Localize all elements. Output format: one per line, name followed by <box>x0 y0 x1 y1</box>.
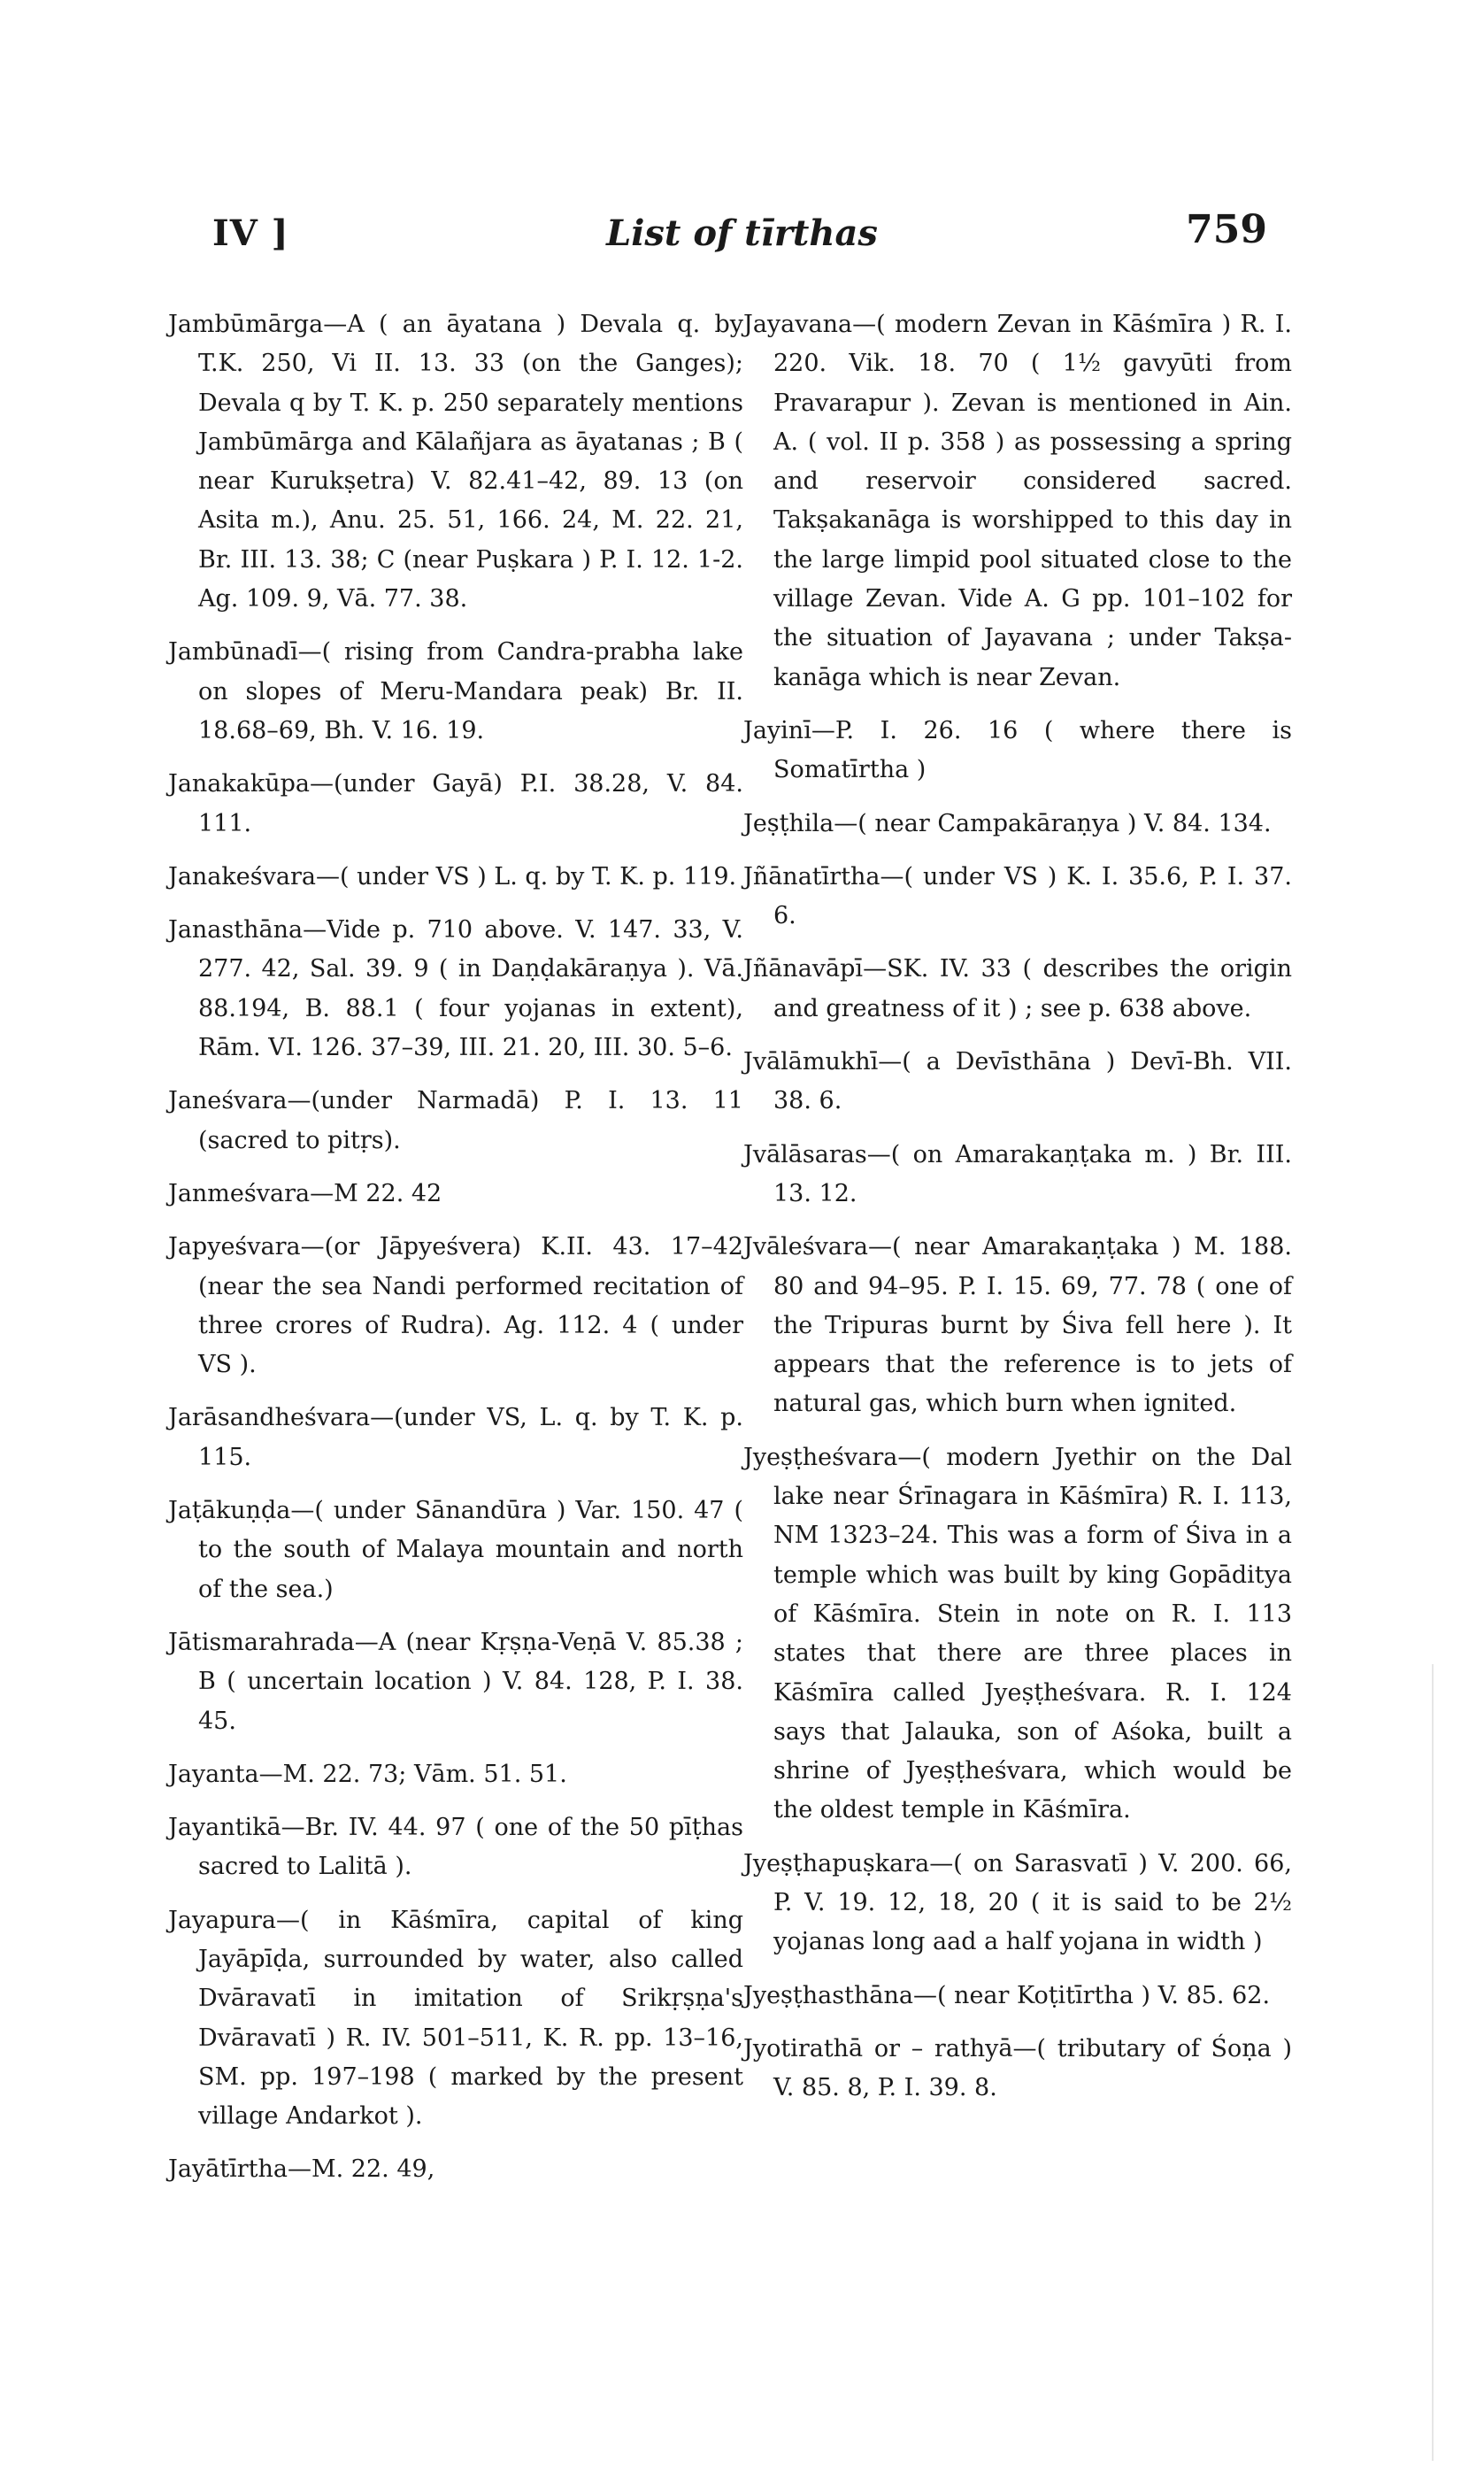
entry-text: —M 22. 42 <box>310 1179 442 1207</box>
entry <box>168 1623 743 1741</box>
entry-headword: Jayavana <box>743 311 853 338</box>
entry-text: —( on Sarasvatī ) V. 200. 66, P. V. 19. 12, 18, 20 ( it is said to be 2½ yojanas long aad a half yojana in width ) <box>773 1849 1292 1956</box>
entry-headword: Jayanta <box>168 1760 259 1788</box>
entry-text: —( under VS ) L. q. by T. K. p. 119. <box>315 862 737 890</box>
entry-headword: Jarāsandheśvara <box>168 1404 371 1432</box>
entry-headword: Jayātīrtha <box>168 2155 288 2184</box>
entry-headword: Jvāleśvara <box>743 1233 868 1261</box>
entry-text: —M. 22. 73; Vām. 51. 51. <box>258 1760 567 1788</box>
entry-text: —( on Amarakaṇṭaka m. ) Br. III. 13. 12. <box>773 1140 1292 1207</box>
entry <box>168 1228 743 1384</box>
entry-headword: Jyeṣṭhasthāna <box>743 1981 913 2009</box>
entry-text: —( a Devīsthāna ) Devī-Bh. VII. 38. 6. <box>773 1048 1292 1115</box>
entry <box>168 1808 743 1887</box>
entry <box>168 1901 743 2137</box>
entry-headword: Janasthāna <box>168 916 304 944</box>
entry <box>743 950 1292 1029</box>
entry-text: —( rising from Candra-prabha lake on slopes of Meru-Mandara peak) Br. II. 18.68–69, Bh. V. 16. 19. <box>198 638 743 744</box>
entry-text: —( modern Zevan in Kāśmīra ) R. I. 220. Vik. 18. 70 ( 1½ gavyūti from Pravarapur ). Zevan is mentioned in Ain. A. ( vol. II p. 358 ) as possessing a spring and reservoir considered sacred. Takṣakanāga is worshipped to this day in the large limpid pool situated close to the village Zevan. Vide A. G pp. 101–102 for the situation of Jayavana ; under Takṣa-kanāga which is near Zevan. <box>773 311 1292 691</box>
entry <box>743 712 1292 790</box>
entry-headword: Jambūmārga <box>168 311 324 338</box>
entry-headword: Jeṣṭhila <box>743 809 834 837</box>
entry-text: —Vide p. 710 above. V. 147. 33, V. 277. 42, Sal. 39. 9 ( in Daṇḍakāraṇya ). Vā. 88.194, B. 88.1 ( four yojanas in extent), Rām. VI. 126. 37–39, III. 21. 20, III. 30. 5–6. <box>198 916 743 1062</box>
entry-text: —A ( an āyatana ) Devala q. by T.K. 250, Vi II. 13. 33 (on the Ganges); Devala q by T. K. p. 250 separately mentions Jambūmārga and Kālañjara as āyatanas ; B ( near Kurukṣetra) V. 82.41–42, 89. 13 (on Asita m.), Anu. 25. 51, 166. 24, M. 22. 21, Br. III. 13. 38; C (near Puṣkara ) P. I. 12. 1-2. Ag. 109. 9, Vā. 77. 38. <box>198 311 743 613</box>
entry <box>743 2030 1292 2109</box>
entry <box>743 305 1292 698</box>
entry-headword: Janakakūpa <box>168 770 310 798</box>
entry-headword: Jayantikā <box>168 1814 281 1842</box>
entry <box>743 805 1292 844</box>
entry-headword: Janakeśvara <box>168 862 316 890</box>
page-number: 759 <box>1186 207 1267 252</box>
entry-headword: Jyeṣṭhapuṣkara <box>743 1849 930 1877</box>
page-header <box>0 204 1484 266</box>
entry <box>743 1977 1292 2016</box>
entry <box>168 1492 743 1609</box>
entry-text: —( near Amarakaṇṭaka ) M. 188. 80 and 94–95. P. I. 15. 69, 77. 78 ( one of the Tripuras burnt by Śiva fell here ). It appears that the reference is to jets of natural gas, which burn when ignited. <box>773 1233 1292 1418</box>
running-title: List of tīrthas <box>606 212 878 254</box>
entry-text: or – rathyā—( tributary of Śoṇa ) V. 85. 8, P. I. 39. 8. <box>773 2034 1292 2102</box>
entry-headword: Jyeṣṭheśvara <box>743 1443 898 1471</box>
entry-text: —( near Koṭitīrtha ) V. 85. 62. <box>912 1981 1271 2009</box>
entry-headword: Jvālāsaras <box>743 1140 867 1168</box>
entry-headword: Jayapura <box>168 1906 276 1934</box>
entry <box>168 1082 743 1160</box>
entry <box>168 2150 743 2189</box>
entry <box>168 911 743 1068</box>
entry <box>743 1845 1292 1962</box>
section-number: IV ] <box>212 212 289 254</box>
entry <box>168 1175 743 1214</box>
entry-headword: Jvālāmukhī <box>743 1048 879 1076</box>
entry-headword: Jātismarahrada <box>168 1628 355 1656</box>
entry <box>168 765 743 844</box>
entry-text: —( near Campakāraṇya ) V. 84. 134. <box>834 809 1272 837</box>
entry-headword: Jayinī <box>743 716 811 744</box>
entry-text: —(under Narmadā) P. I. 13. 11 (sacred to pitṛs). <box>198 1087 743 1154</box>
entry-text: —M. 22. 49, <box>288 2155 435 2184</box>
entry-headword: Janeśvara <box>168 1087 288 1115</box>
entry-text: —SK. IV. 33 ( describes the origin and greatness of it ) ; see p. 638 above. <box>773 955 1292 1022</box>
entry-text: —(under VS, L. q. by T. K. p. 115. <box>198 1404 743 1471</box>
entry-text: —(under Gayā) P.I. 38.28, V. 84. 111. <box>198 770 743 837</box>
entry <box>168 1399 743 1477</box>
entry-headword: Jyotirathā <box>743 2034 864 2062</box>
entry <box>743 1136 1292 1214</box>
entry <box>168 858 743 897</box>
left-column <box>168 305 743 2204</box>
entry-headword: Jaṭākuṇḍa <box>168 1497 291 1525</box>
entry-text: —A (near Kṛṣṇa-Veṇā V. 85.38 ; B ( uncertain location ) V. 84. 128, P. I. 38. 45. <box>198 1628 743 1735</box>
entry <box>743 1228 1292 1423</box>
entry-headword: Japyeśvara <box>168 1233 301 1261</box>
entry <box>168 633 743 751</box>
entry <box>168 305 743 619</box>
entry-text: —( in Kāśmīra, capital of king Jayāpīḍa, surrounded by water, also called Dvāravatī in imitation of Srikṛṣṇa's Dvāravatī ) R. IV. 501–511, K. R. pp. 13–16, SM. pp. 197–198 ( marked by the present village Andarkot ). <box>198 1906 743 2131</box>
entry <box>743 1043 1292 1122</box>
entry-text: —Br. IV. 44. 97 ( one of the 50 pīṭhas sacred to Lalitā ). <box>198 1814 743 1881</box>
scan-margin-line <box>1432 1664 1434 2461</box>
right-column <box>743 305 1292 2122</box>
entry-text: —( under Sānandūra ) Var. 150. 47 ( to the south of Malaya mountain and north of the sea.) <box>198 1497 743 1603</box>
entry-headword: Janmeśvara <box>168 1179 311 1207</box>
entry-text: —P. I. 26. 16 ( where there is Somatīrtha ) <box>773 716 1292 784</box>
entry-headword: Jñānavāpī <box>743 955 864 983</box>
entry <box>168 1755 743 1794</box>
entry-headword: Jñānatīrtha <box>743 862 880 890</box>
entry <box>743 1438 1292 1831</box>
entry-text: —( modern Jyethir on the Dal lake near Śrīnagara in Kāśmīra) R. I. 113, NM 1323–24. This was a form of Śiva in a temple which was built by king Gopāditya of Kāśmīra. Stein in note on R. I. 113 states that there are three places in Kāśmīra called Jyeṣṭheśvara. R. I. 124 says that Jalauka, son of Aśoka, built a shrine of Jyeṣṭheśvara, which would be the oldest temple in Kāśmīra. <box>773 1443 1292 1824</box>
entry-headword: Jambūnadī <box>168 638 298 667</box>
entry <box>743 858 1292 937</box>
entry-text: —( under VS ) K. I. 35.6, P. I. 37. 6. <box>773 862 1292 930</box>
entry-text: —(or Jāpyeśvera) K.II. 43. 17–42 (near the sea Nandi performed recitation of three crores of Rudra). Ag. 112. 4 ( under VS ). <box>198 1233 743 1379</box>
